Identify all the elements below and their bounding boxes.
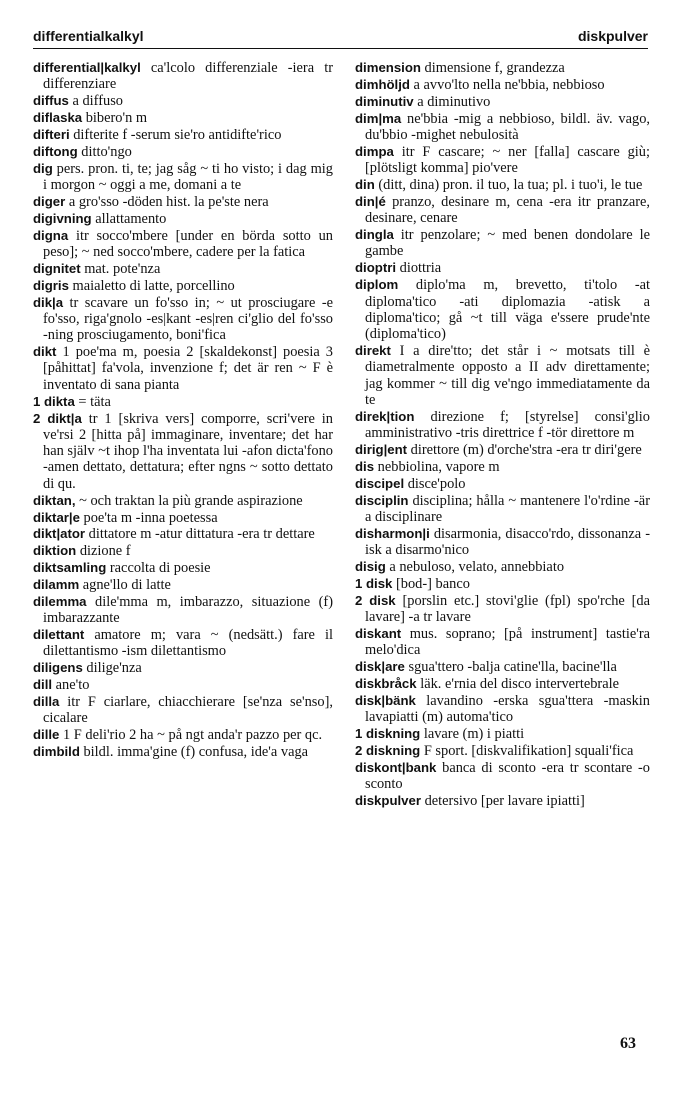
entry-headword: diskant: [355, 625, 402, 641]
dictionary-entry: [355, 693, 650, 726]
dictionary-entry: [33, 394, 333, 410]
dictionary-entry: [33, 543, 333, 559]
entry-headword: diskpulver: [355, 793, 421, 809]
entry-headword: dingla: [355, 227, 394, 243]
entry-headword: 2 dikt|a: [33, 410, 82, 426]
entry-definition: a diffuso: [68, 93, 123, 110]
entry-headword: differential|kalkyl: [33, 60, 141, 75]
page-number: 63: [620, 1035, 636, 1052]
entry-headword: diktar|e: [33, 509, 80, 525]
entry-definition: läk. e'rnia del disco intervertebrale: [416, 676, 619, 693]
entry-definition: pranzo, desinare m, cena -era itr pranzare, desinare, cenare: [365, 193, 650, 227]
entry-headword: dirig|ent: [355, 441, 408, 457]
entry-headword: dilettant: [33, 627, 85, 643]
dictionary-entry: [33, 411, 333, 492]
dictionary-entry: [33, 110, 333, 126]
dictionary-entry: [33, 344, 333, 393]
entry-definition: disciplina; hålla ~ mantenere l'o'rdine -är a disciplinare: [365, 492, 650, 525]
dictionary-entry: [355, 593, 650, 626]
dictionary-entry: [33, 211, 333, 227]
entry-headword: diktion: [33, 543, 77, 559]
entry-headword: 1 disk: [355, 575, 393, 591]
entry-definition: ditto'ngo: [77, 143, 132, 160]
entry-definition: sgua'ttero -balja catine'lla, bacine'lla: [404, 659, 617, 676]
entry-headword: dikt|ator: [33, 526, 86, 542]
dictionary-entry: [355, 526, 650, 559]
dictionary-entry: [355, 194, 650, 227]
entry-definition: a diminutivo: [413, 93, 491, 110]
entry-definition: a gro'sso -döden hist. la pe'ste nera: [65, 193, 269, 210]
dictionary-entry: [355, 94, 650, 110]
entry-headword: dimpa: [355, 143, 394, 159]
entry-headword: dioptri: [355, 260, 397, 276]
dictionary-entry: [355, 559, 650, 575]
dictionary-entry: [355, 144, 650, 177]
entry-definition: maialetto di latte, porcellino: [68, 277, 235, 294]
dictionary-entry: [355, 459, 650, 475]
dictionary-entry: [355, 409, 650, 442]
dictionary-entry: [355, 476, 650, 492]
entry-headword: digris: [33, 277, 69, 293]
entry-headword: diligens: [33, 660, 83, 676]
entry-definition: dittatore m -atur dittatura -era tr dettare: [85, 526, 315, 543]
entry-headword: diplom: [355, 277, 399, 293]
dictionary-entry: [33, 694, 333, 727]
dictionary-entry: [355, 676, 650, 692]
dictionary-entry: [355, 743, 650, 759]
entry-definition: bibero'n m: [82, 110, 148, 127]
entry-headword: dim|ma: [355, 110, 402, 126]
entry-definition: raccolta di poesie: [106, 560, 211, 577]
left-column: [33, 60, 333, 761]
entry-definition: amatore m; vara ~ (nedsätt.) fare il dilettantismo -ism dilettantismo: [43, 627, 333, 660]
entry-definition: difterite f -serum sie'ro antidifte'rico: [69, 126, 282, 143]
entry-headword: diffus: [33, 93, 69, 109]
running-header: [33, 22, 648, 44]
entry-definition: a nebuloso, velato, annebbiato: [385, 559, 565, 575]
dictionary-entry: [355, 60, 650, 76]
entry-definition: F sport. [diskvalifikation] squali'fica: [420, 743, 634, 760]
entry-headword: disharmon|i: [355, 525, 430, 541]
entry-definition: dilige'nza: [82, 660, 142, 677]
entry-headword: diftong: [33, 143, 78, 159]
entry-definition: = täta: [74, 393, 111, 410]
entry-headword: diminutiv: [355, 93, 414, 109]
entry-definition: ~ och traktan la più grande aspirazione: [75, 492, 303, 509]
dictionary-entry: [355, 659, 650, 675]
dictionary-entry: [33, 261, 333, 277]
entry-definition: tr 1 [skriva vers] comporre, scri'vere in ve'rsi 2 [hitta på] immaginare, inventare; det har han själv ~t ihop l'ha inventata lui -afon dicta'fono -amen dettato, dettatura; efter ngns ~ sotto dettato di qu.: [43, 410, 333, 492]
dictionary-entry: [33, 295, 333, 344]
entry-definition: diottria: [396, 260, 442, 277]
dictionary-entry: [355, 111, 650, 144]
dictionary-entry: [33, 93, 333, 109]
entry-definition: dizione f: [76, 543, 131, 560]
dictionary-entry: [355, 260, 650, 276]
entry-headword: diskont|bank: [355, 759, 437, 775]
entry-headword: disk|bänk: [355, 692, 416, 708]
entry-definition: dimensione f, grandezza: [420, 60, 565, 76]
entry-definition: (ditt, dina) pron. il tuo, la tua; pl. i tuo'i, le tue: [374, 177, 643, 194]
entry-headword: 2 diskning: [355, 743, 421, 759]
dictionary-entry: [355, 77, 650, 93]
entry-headword: diskbråck: [355, 676, 417, 692]
entry-definition: a avvo'lto nella ne'bbia, nebbioso: [409, 76, 605, 93]
entry-headword: din|é: [355, 193, 386, 209]
entry-definition: itr penzolare; ~ med benen dondolare le gambe: [365, 227, 650, 260]
entry-definition: mus. soprano; [på instrument] tastie'ra melo'dica: [365, 625, 650, 659]
entry-headword: dilamm: [33, 577, 80, 593]
entry-definition: itr F ciarlare, chiacchierare [se'nza se'nso], cicalare: [43, 694, 333, 727]
entry-definition: itr socco'mbere [under en börda sotto un peso]; ~ ned socco'mbere, cadere per la fatica: [43, 227, 333, 261]
entry-headword: disk|are: [355, 659, 405, 675]
entry-headword: disciplin: [355, 492, 409, 508]
entry-headword: dis: [355, 458, 375, 474]
entry-definition: ne'bbia -mig a nebbioso, bildl. äv. vago, du'bbio -mighet nebulosità: [365, 110, 650, 143]
entry-headword: dimension: [355, 60, 421, 75]
dictionary-entry: [33, 510, 333, 526]
entry-headword: dilla: [33, 694, 60, 710]
entry-headword: direkt: [355, 342, 391, 358]
entry-definition: pers. pron. ti, te; jag såg ~ ti ho visto; i dag mig i morgon ~ oggi a me, domani a te: [43, 160, 333, 194]
entry-definition: agne'llo di latte: [79, 577, 171, 594]
entry-headword: digivning: [33, 210, 92, 226]
entry-definition: 1 F deli'rio 2 ha ~ på ngt anda'r pazzo per qc.: [59, 727, 323, 744]
entry-definition: 1 poe'ma m, poesia 2 [skaldekonst] poesia 3 [påhittat] fa'vola, invenzione f; det är ren ~ F è inventato di sana pianta: [43, 344, 333, 393]
entry-headword: dimbild: [33, 744, 80, 760]
entry-definition: itr F cascare; ~ ner [falla] cascare giù; [plötsligt komma] pio'vere: [365, 143, 650, 177]
entry-definition: ane'to: [52, 677, 90, 694]
entry-definition: direzione f; [styrelse] consi'glio amministrativo -tris direttrice f -tör direttore m: [365, 408, 650, 442]
dictionary-entry: [33, 493, 333, 509]
entry-definition: banca di sconto -era tr scontare -o sconto: [365, 759, 650, 793]
dictionary-entry: [33, 194, 333, 210]
entry-definition: lavare (m) i piatti: [420, 726, 525, 743]
dictionary-entry: [33, 677, 333, 693]
dictionary-entry: [33, 228, 333, 261]
dictionary-entry: [33, 60, 333, 93]
entry-definition: direttore (m) d'orche'stra -era tr diri'gere: [407, 441, 642, 458]
entry-definition: allattamento: [91, 210, 167, 227]
entry-definition: dile'mma m, imbarazzo, situazione (f) imbarazzante: [43, 593, 333, 627]
dictionary-entry: [355, 442, 650, 458]
dictionary-entry: [355, 626, 650, 659]
dictionary-entry: [355, 760, 650, 793]
entry-headword: 2 disk: [355, 592, 396, 608]
dictionary-entry: [33, 727, 333, 743]
dictionary-entry: [33, 278, 333, 294]
entry-definition: diplo'ma m, brevetto, ti'tolo -at diploma'tico -ati diplomazia -atisk a diploma'tico; gå ~t till väga e'ssere prude'nte (diploma'tico): [365, 277, 650, 343]
entry-definition: nebbiolina, vapore m: [374, 458, 500, 475]
entry-headword: diktan,: [33, 492, 76, 508]
entry-headword: diger: [33, 193, 66, 209]
entry-headword: dignitet: [33, 260, 81, 276]
entry-headword: digna: [33, 227, 69, 243]
dictionary-entry: [355, 177, 650, 193]
dictionary-entry: [33, 660, 333, 676]
entry-headword: din: [355, 177, 375, 193]
entry-definition: lavandino -erska sgua'ttera -maskin lavapiatti (m) automa'tico: [365, 692, 650, 726]
entry-definition: poe'ta m -inna poetessa: [79, 509, 218, 526]
entry-headword: dik|a: [33, 294, 64, 310]
entry-headword: difteri: [33, 126, 70, 142]
dictionary-entry: [33, 127, 333, 143]
entry-headword: dille: [33, 727, 60, 743]
dictionary-entry: [33, 526, 333, 542]
dictionary-entry: [355, 343, 650, 408]
entry-definition: mat. pote'nza: [80, 260, 161, 277]
entry-definition: tr scavare un fo'sso in; ~ ut prosciugare -e fo'sso, riga'gnolo -es|kant -es|ren ci'glio del fo'sso -ning prosciugamento, boni'fica: [43, 294, 333, 344]
dictionary-entry: [33, 560, 333, 576]
entry-definition: detersivo [per lavare ipiatti]: [420, 793, 585, 810]
dictionary-entry: [355, 576, 650, 592]
header-left-guideword: differentialkalkyl: [33, 28, 144, 44]
entry-headword: 1 dikta: [33, 393, 75, 409]
dictionary-entry: [355, 227, 650, 260]
dictionary-entry: [355, 493, 650, 526]
entry-headword: diktsamling: [33, 560, 107, 576]
dictionary-entry: [355, 726, 650, 742]
entry-headword: dilemma: [33, 593, 87, 609]
entry-headword: dimhöljd: [355, 76, 410, 92]
entry-definition: [porslin etc.] stovi'glie (fpl) spo'rche [da lavare] -a tr lavare: [365, 592, 650, 626]
dictionary-entry: [33, 594, 333, 627]
dictionary-entry: [33, 627, 333, 660]
right-column: [355, 60, 650, 810]
dictionary-entry: [355, 277, 650, 342]
entry-definition: [bod-] banco: [392, 575, 470, 592]
dictionary-entry: [355, 793, 650, 809]
dictionary-entry: [33, 144, 333, 160]
entry-headword: discipel: [355, 475, 405, 491]
entry-headword: dikt: [33, 344, 57, 360]
entry-headword: disig: [355, 559, 386, 574]
entry-definition: ca'lcolo differenziale -iera tr differenziare: [43, 60, 333, 93]
entry-definition: disarmonia, disacco'rdo, dissonanza -isk a disarmo'nico: [365, 525, 650, 559]
entry-headword: 1 diskning: [355, 726, 421, 742]
entry-headword: dig: [33, 160, 53, 176]
dictionary-entry: [33, 161, 333, 194]
dictionary-entry: [33, 577, 333, 593]
header-right-guideword: diskpulver: [577, 28, 648, 44]
entry-headword: direk|tion: [355, 408, 415, 424]
entry-headword: diflaska: [33, 110, 83, 126]
entry-headword: dill: [33, 677, 53, 693]
header-rule: [33, 48, 648, 49]
entry-definition: disce'polo: [404, 475, 466, 492]
entry-definition: bildl. imma'gine (f) confusa, ide'a vaga: [79, 744, 309, 761]
entry-definition: I a dire'tto; det står i ~ motsats till è diametralmente opposto a II adv direttamente; jag kommer ~ till dig ve'ngo immediatamente da te: [365, 342, 650, 408]
dictionary-entry: [33, 744, 333, 760]
